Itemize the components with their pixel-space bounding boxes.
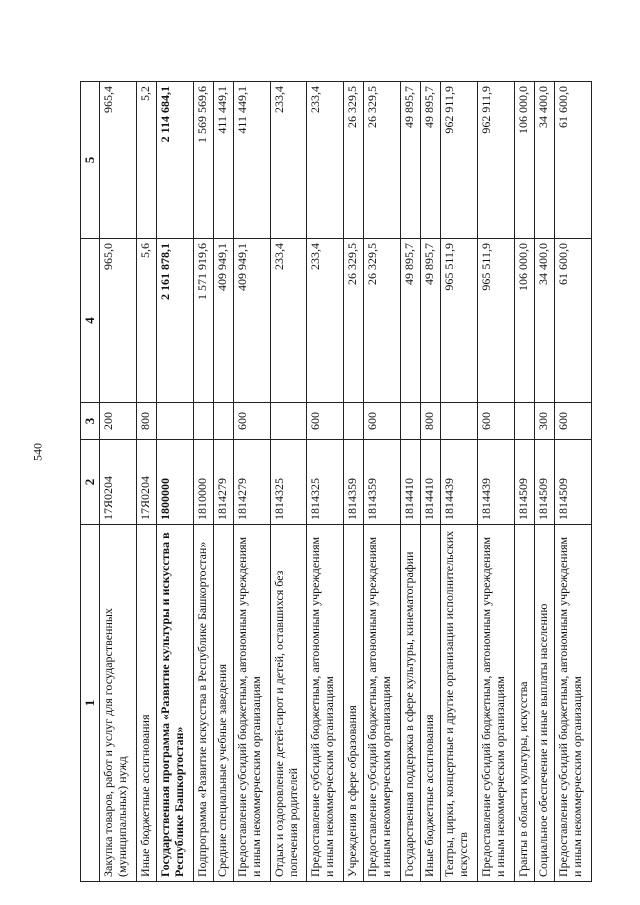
- row-name: Социальное обеспечение и иные выплаты населению: [534, 525, 554, 882]
- row-value-col4: 409 949,1: [233, 239, 270, 403]
- page-number: 540: [30, 443, 45, 461]
- row-value-col5: 965,4: [100, 82, 137, 239]
- row-value-col5: 962 911,9: [478, 82, 515, 239]
- row-type: [514, 403, 534, 440]
- row-name: Предоставление субсидий бюджетным, автономным учреждениям и иным некоммерческим организациям: [555, 525, 592, 882]
- row-type: [344, 403, 364, 440]
- row-value-col5: 5,2: [136, 82, 156, 239]
- row-value-col4: 106 000,0: [514, 239, 534, 403]
- row-value-col4: 2 161 878,1: [156, 239, 193, 403]
- table-row: [401, 82, 421, 882]
- row-value-col4: 1 571 919,6: [193, 239, 213, 403]
- row-name: Закупка товаров, работ и услуг для государственных (муниципальных) нужд: [100, 525, 137, 882]
- table-row: [233, 82, 270, 882]
- row-value-col5: 233,4: [307, 82, 344, 239]
- table-row: [156, 82, 193, 882]
- row-value-col5: 26 329,5: [364, 82, 401, 239]
- row-value-col4: 965 511,9: [478, 239, 515, 403]
- table-row: [270, 82, 307, 882]
- row-type: 600: [478, 403, 515, 440]
- row-type: 600: [307, 403, 344, 440]
- row-value-col4: 26 329,5: [344, 239, 364, 403]
- header-col-1: 1: [81, 525, 100, 882]
- row-code: 1814509: [534, 440, 554, 525]
- row-value-col5: 411 449,1: [233, 82, 270, 239]
- row-code: 17Я0204: [136, 440, 156, 525]
- row-name: Государственная поддержка в сфере культуры, кинематографии: [401, 525, 421, 882]
- row-value-col4: 965 511,9: [441, 239, 478, 403]
- row-value-col4: 5,6: [136, 239, 156, 403]
- table-row: [364, 82, 401, 882]
- table-row: [213, 82, 233, 882]
- budget-table: [80, 81, 592, 882]
- row-name: Отдых и оздоровление детей-сирот и детей, оставшихся без попечения родителей: [270, 525, 307, 882]
- row-code: 1814279: [213, 440, 233, 525]
- row-type: 600: [555, 403, 592, 440]
- row-type: [213, 403, 233, 440]
- row-type: [401, 403, 421, 440]
- row-value-col5: 2 114 684,1: [156, 82, 193, 239]
- row-type: [441, 403, 478, 440]
- row-value-col5: 1 569 569,6: [193, 82, 213, 239]
- row-value-col4: 965,0: [100, 239, 137, 403]
- row-type: 800: [136, 403, 156, 440]
- row-value-col5: 26 329,5: [344, 82, 364, 239]
- row-name: Предоставление субсидий бюджетным, автономным учреждениям и иным некоммерческим организациям: [364, 525, 401, 882]
- header-row: [81, 82, 100, 882]
- row-value-col5: 61 600,0: [555, 82, 592, 239]
- row-code: 1814410: [401, 440, 421, 525]
- table-row: [136, 82, 156, 882]
- row-name: Подпрограмма «Развитие искусства в Республике Башкортостан»: [193, 525, 213, 882]
- table-row: [193, 82, 213, 882]
- row-code: 1814279: [233, 440, 270, 525]
- row-name: Предоставление субсидий бюджетным, автономным учреждениям и иным некоммерческим организациям: [478, 525, 515, 882]
- row-value-col4: 233,4: [270, 239, 307, 403]
- row-value-col5: 34 400,0: [534, 82, 554, 239]
- table-row: [441, 82, 478, 882]
- row-type: 200: [100, 403, 137, 440]
- row-code: 1814359: [344, 440, 364, 525]
- row-type: [193, 403, 213, 440]
- row-name: Предоставление субсидий бюджетным, автономным учреждениям и иным некоммерческим организациям: [307, 525, 344, 882]
- row-value-col4: 61 600,0: [555, 239, 592, 403]
- table-row: [514, 82, 534, 882]
- row-code: 17Я0204: [100, 440, 137, 525]
- row-type: 600: [233, 403, 270, 440]
- row-name: Иные бюджетные ассигнования: [136, 525, 156, 882]
- row-type: 300: [534, 403, 554, 440]
- row-name: Предоставление субсидий бюджетным, автономным учреждениям и иным некоммерческим организациям: [233, 525, 270, 882]
- header-col-4: 4: [81, 239, 100, 403]
- row-code: 1814325: [307, 440, 344, 525]
- row-code: 1814439: [478, 440, 515, 525]
- header-col-3: 3: [81, 403, 100, 440]
- row-value-col4: 233,4: [307, 239, 344, 403]
- row-value-col5: 106 000,0: [514, 82, 534, 239]
- row-value-col4: 34 400,0: [534, 239, 554, 403]
- header-col-2: 2: [81, 440, 100, 525]
- row-value-col5: 49 895,7: [421, 82, 441, 239]
- row-type: [156, 403, 193, 440]
- table-row: [421, 82, 441, 882]
- row-code: 1814359: [364, 440, 401, 525]
- row-name: Учреждения в сфере образования: [344, 525, 364, 882]
- row-value-col5: 962 911,9: [441, 82, 478, 239]
- row-value-col4: 409 949,1: [213, 239, 233, 403]
- table-row: [555, 82, 592, 882]
- row-type: 600: [364, 403, 401, 440]
- row-code: 1814410: [421, 440, 441, 525]
- row-value-col5: 49 895,7: [401, 82, 421, 239]
- row-name: Иные бюджетные ассигнования: [421, 525, 441, 882]
- rotated-table-container: [80, 82, 592, 882]
- row-code: 1814439: [441, 440, 478, 525]
- row-value-col5: 233,4: [270, 82, 307, 239]
- row-name: Гранты в области культуры, искусства: [514, 525, 534, 882]
- row-code: 1814509: [514, 440, 534, 525]
- row-name: Театры, цирки, концертные и другие организации исполнительских искусств: [441, 525, 478, 882]
- row-name: Государственная программа «Развитие культуры и искусства в Республике Башкортостан»: [156, 525, 193, 882]
- row-code: 1814325: [270, 440, 307, 525]
- row-value-col5: 411 449,1: [213, 82, 233, 239]
- row-type: [270, 403, 307, 440]
- table-row: [478, 82, 515, 882]
- row-value-col4: 49 895,7: [421, 239, 441, 403]
- row-value-col4: 26 329,5: [364, 239, 401, 403]
- table-body: [100, 82, 592, 882]
- row-type: 800: [421, 403, 441, 440]
- row-value-col4: 49 895,7: [401, 239, 421, 403]
- table-row: [534, 82, 554, 882]
- table-row: [307, 82, 344, 882]
- row-code: 1814509: [555, 440, 592, 525]
- table-row: [344, 82, 364, 882]
- row-name: Средние специальные учебные заведения: [213, 525, 233, 882]
- header-col-5: 5: [81, 82, 100, 239]
- table-row: [100, 82, 137, 882]
- row-code: 1800000: [156, 440, 193, 525]
- row-code: 1810000: [193, 440, 213, 525]
